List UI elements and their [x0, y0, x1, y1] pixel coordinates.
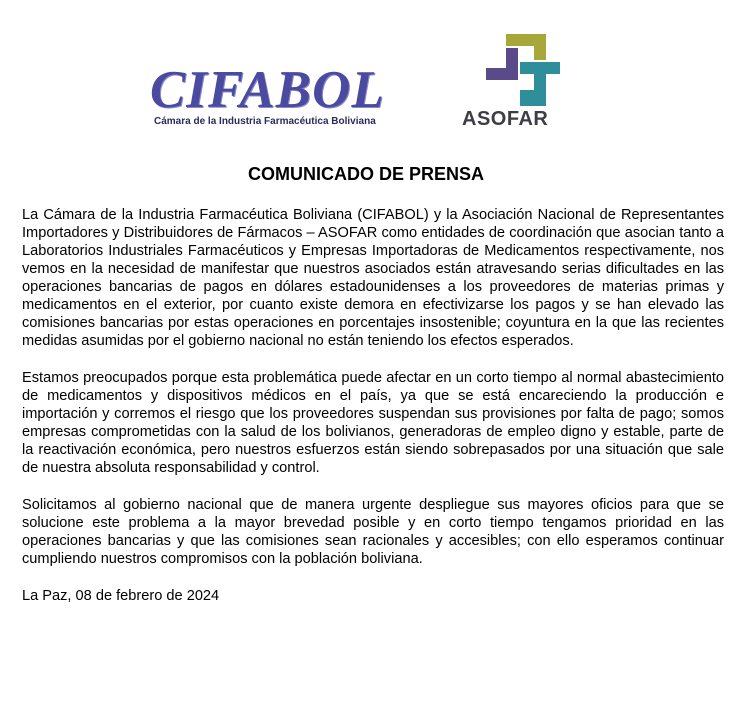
asofar-cross-olive-stem — [534, 34, 546, 60]
asofar-logo — [460, 34, 590, 130]
cifabol-logo-wordmark: CIFABOL — [150, 61, 385, 119]
press-release-title: COMUNICADO DE PRENSA — [247, 164, 484, 184]
cifabol-logo — [150, 62, 412, 132]
cifabol-logo-tagline: Cámara de la Industria Farmacéutica Boliviana — [154, 116, 376, 127]
asofar-logo-wordmark: ASOFAR — [462, 108, 549, 130]
asofar-cross-purple-bar — [486, 68, 518, 80]
date-line: La Paz, 08 de febrero de 2024 — [22, 588, 220, 604]
letterhead — [0, 0, 732, 150]
paragraph-1: La Cámara de la Industria Farmacéutica Boliviana (CIFABOL) y la Asociación Nacional de Representantes Importadores y Distribuidores de Fármacos – ASOFAR como entidades de coordinación que asocian tanto a Laboratorios Industriales Farmacéuticos y Empresas Importadoras de Medicamentos respectivamente, nos vemos en la necesidad de manifestar que nuestros asociados están atravesando serias dificultades en las operaciones bancarias de pagos en dólares estadounidenses a los proveedores de materias primas y medicamentos en el exterior, por cuanto existe demora en efectivizarse los pagos y se han elevado las comisiones bancarias por estas operaciones en porcentajes insostenible; coyuntura en la que las recientes medidas asumidas por el gobierno nacional no están teniendo los efectos esperados. — [22, 207, 724, 349]
press-release-body — [22, 206, 724, 605]
paragraph-3: Solicitamos al gobierno nacional que de manera urgente despliegue sus mayores oficios para que se solucione este problema a la mayor brevedad posible y en corto tiempo tengamos prioridad en las operaciones bancarias y que las comisiones sean racionales y accesibles; con ello esperamos continuar cumpliendo nuestros compromisos con la población boliviana. — [22, 497, 724, 567]
asofar-cross-teal-stem — [534, 62, 546, 106]
asofar-cross-icon — [472, 34, 576, 106]
asofar-cross-teal-foot — [520, 90, 534, 106]
paragraph-2: Estamos preocupados porque esta problemática puede afectar en un corto tiempo al normal abastecimiento de medicamentos y dispositivos médicos en el país, ya que se está encareciendo la producción e importación y corremos el riesgo que los proveedores suspendan sus provisiones por falta de pago; somos empresas comprometidas con la salud de los bolivianos, generadoras de empleo digno y estable, parte de la reactivación económica, pero nuestros esfuerzos están siendo sobrepasados por una situación que sale de nuestra absoluta responsabilidad y control. — [22, 370, 724, 476]
